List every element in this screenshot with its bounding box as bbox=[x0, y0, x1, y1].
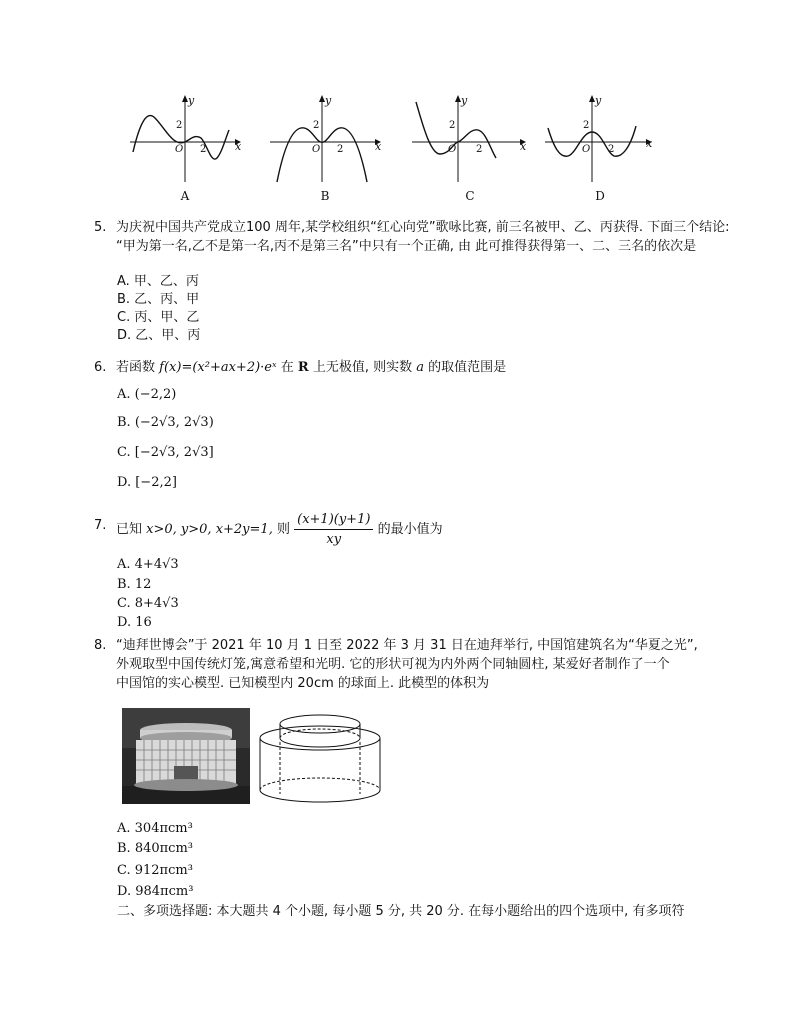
y-tick-label: 2 bbox=[583, 120, 590, 131]
y-tick-label: 2 bbox=[313, 120, 320, 131]
y-axis-label: y bbox=[188, 94, 195, 107]
question-number: 7. bbox=[94, 518, 107, 533]
x-tick-label: 2 bbox=[337, 144, 344, 155]
section-2-heading: 二、多项选择题: 本大题共 4 个小题, 每小题 5 分, 共 20 分. 在每小题给出的四个选项中, 有多项符 bbox=[117, 904, 685, 919]
origin-label: O bbox=[175, 144, 184, 155]
question-number: 8. bbox=[94, 638, 107, 653]
y-tick-label: 2 bbox=[176, 120, 183, 131]
y-axis-label: y bbox=[595, 94, 602, 107]
function-formula: f(x)=(x²+ax+2)·eˣ bbox=[159, 360, 277, 375]
pavilion-photo bbox=[122, 708, 250, 804]
q8-option-d: D. 984πcm³ bbox=[117, 884, 194, 899]
graph-option-d bbox=[540, 92, 660, 207]
graph-label-b: B bbox=[320, 189, 330, 203]
fraction-numerator: (x+1)(y+1) bbox=[294, 510, 373, 530]
q6-option-c: C. [−2√3, 2√3] bbox=[117, 445, 214, 460]
q6-option-b: B. (−2√3, 2√3) bbox=[117, 415, 214, 430]
q8-option-a: A. 304πcm³ bbox=[117, 821, 193, 836]
question-number: 6. bbox=[94, 360, 107, 375]
graph-option-c bbox=[410, 92, 530, 207]
x-tick-label: 2 bbox=[608, 144, 615, 155]
graph-label-d: D bbox=[595, 189, 605, 203]
question-text-line-2: 外观取型中国传统灯笼,寓意希望和光明. 它的形状可视为内外两个同轴圆柱, 某爱好者制作了一个 bbox=[116, 657, 670, 672]
graph-label-c: C bbox=[465, 189, 475, 203]
origin-label: O bbox=[312, 144, 321, 155]
x-tick-label: 2 bbox=[200, 144, 207, 155]
graph-option-b bbox=[265, 92, 385, 207]
y-axis-label: y bbox=[461, 94, 468, 107]
q5-option-a: A. 甲、乙、丙 bbox=[117, 274, 199, 289]
q6-option-d: D. [−2,2] bbox=[117, 475, 177, 490]
real-set: R bbox=[297, 360, 309, 375]
q4-graphs bbox=[125, 92, 660, 207]
x-axis-label: x bbox=[235, 140, 242, 153]
question-text-line-3: 中国馆的实心模型. 已知模型内 20cm 的球面上. 此模型的体积为 bbox=[116, 676, 490, 691]
origin-label: O bbox=[448, 144, 457, 155]
q7-option-c: C. 8+4√3 bbox=[117, 596, 179, 611]
graph-label-a: A bbox=[180, 189, 190, 203]
origin-label: O bbox=[582, 144, 591, 155]
question-text: 已知 x>0, y>0, x+2y=1, 则 $\frac{(x+1)(y+1)}{xy}$ 的最小值为 bbox=[116, 512, 443, 547]
q5-option-b: B. 乙、丙、甲 bbox=[117, 292, 200, 307]
question-number: 5. bbox=[94, 220, 107, 235]
variable-a: a bbox=[416, 360, 425, 375]
q6-option-a: A. (−2,2) bbox=[117, 387, 177, 402]
x-axis-label: x bbox=[646, 137, 653, 150]
fraction-denominator: xy bbox=[326, 532, 342, 547]
q7-option-d: D. 16 bbox=[117, 615, 152, 630]
x-tick-label: 2 bbox=[476, 144, 483, 155]
x-axis-label: x bbox=[375, 140, 382, 153]
q5-option-c: C. 丙、甲、乙 bbox=[117, 310, 200, 325]
q7-option-b: B. 12 bbox=[117, 577, 152, 592]
q5-option-d: D. 乙、甲、丙 bbox=[117, 328, 201, 343]
q8-option-b: B. 840πcm³ bbox=[117, 841, 193, 856]
question-text-line-1: “迪拜世博会”于 2021 年 10 月 1 日至 2022 年 3 月 31 日在迪拜举行, 中国馆建筑名为“华夏之光”, bbox=[116, 638, 698, 653]
x-axis-label: x bbox=[520, 140, 527, 153]
y-axis-label: y bbox=[325, 94, 332, 107]
condition: x>0, y>0, x+2y=1, bbox=[146, 522, 273, 537]
question-text: 为庆祝中国共产党成立100 周年,某学校组织“红心向党”歌咏比赛, 前三名被甲、乙、丙获得. 下面三个结论: “甲为第一名,乙不是第一名,丙不是第三名”中只有一个正确, 由 此可推得获得第一、二、三名的依次是 bbox=[116, 220, 730, 254]
y-tick-label: 2 bbox=[449, 120, 456, 131]
fraction bbox=[294, 510, 373, 549]
coaxial-cylinders-diagram bbox=[255, 712, 385, 808]
graph-option-a bbox=[125, 92, 245, 207]
q7-option-a: A. 4+4√3 bbox=[117, 557, 179, 572]
question-text: 若函数 f(x)=(x²+ax+2)·eˣ 在 R 上无极值, 则实数 a 的取值范围是 bbox=[116, 360, 507, 375]
q8-option-c: C. 912πcm³ bbox=[117, 863, 193, 878]
